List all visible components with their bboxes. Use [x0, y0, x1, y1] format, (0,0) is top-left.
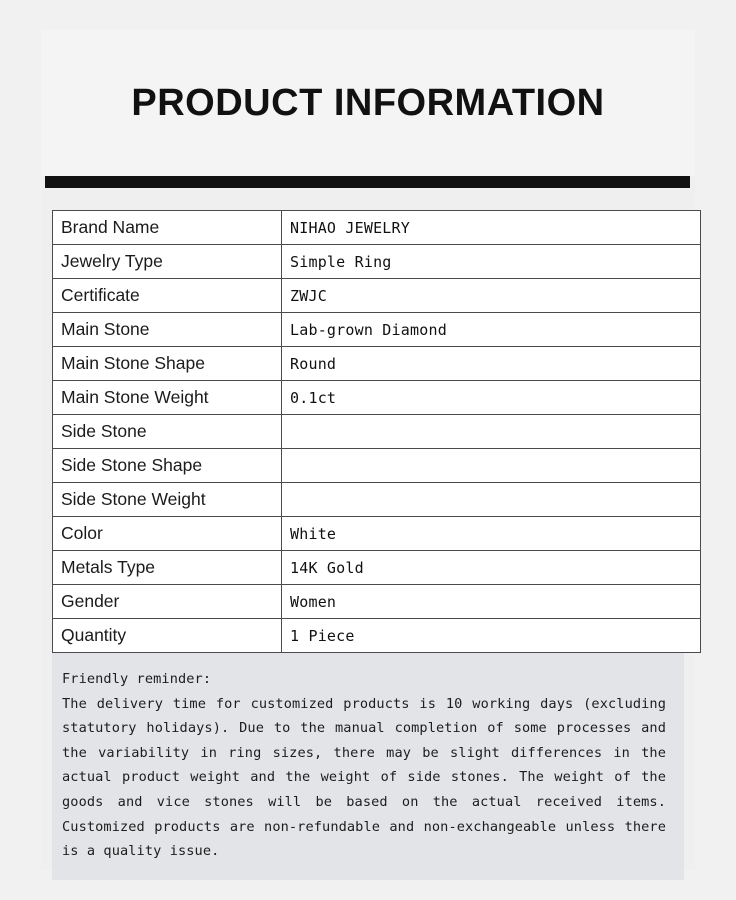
friendly-reminder-panel — [52, 653, 684, 880]
table-row — [53, 415, 701, 449]
spec-value: 14K Gold — [282, 551, 701, 585]
table-row — [53, 313, 701, 347]
spec-value: Round — [282, 347, 701, 381]
page-title: PRODUCT INFORMATION — [131, 81, 605, 124]
spec-value — [282, 415, 701, 449]
page-title-area — [41, 30, 695, 176]
spec-label: Main Stone Shape — [53, 347, 282, 381]
spec-label: Main Stone — [53, 313, 282, 347]
spec-label: Color — [53, 517, 282, 551]
table-row — [53, 245, 701, 279]
table-row — [53, 381, 701, 415]
friendly-reminder-body: The delivery time for customized products is 10 working days (excluding statutory holidays). Due to the manual completion of some processes and the variability in ring sizes, there may be slight differences in the actual product weight and the weight of side stones. The weight of the goods and vice stones will be based on the actual received items. Customized products are non-refundable and non-exchangeable unless there is a quality issue. — [62, 695, 666, 860]
table-row — [53, 449, 701, 483]
table-row — [53, 347, 701, 381]
spec-value: ZWJC — [282, 279, 701, 313]
spec-label: Side Stone — [53, 415, 282, 449]
spec-label: Quantity — [53, 619, 282, 653]
table-row — [53, 619, 701, 653]
table-row — [53, 211, 701, 245]
spec-label: Brand Name — [53, 211, 282, 245]
specification-table — [52, 210, 701, 653]
table-row — [53, 585, 701, 619]
table-row — [53, 279, 701, 313]
spec-label: Jewelry Type — [53, 245, 282, 279]
spec-label: Gender — [53, 585, 282, 619]
table-row — [53, 483, 701, 517]
specification-table-body — [53, 211, 701, 653]
specification-table-wrapper — [52, 210, 684, 653]
spec-label: Side Stone Weight — [53, 483, 282, 517]
spec-value — [282, 449, 701, 483]
spec-label: Side Stone Shape — [53, 449, 282, 483]
friendly-reminder-heading: Friendly reminder: — [62, 671, 212, 687]
spec-value: 0.1ct — [282, 381, 701, 415]
spec-value — [282, 483, 701, 517]
spec-value: Lab-grown Diamond — [282, 313, 701, 347]
spec-value: Women — [282, 585, 701, 619]
spec-label: Main Stone Weight — [53, 381, 282, 415]
spec-value: White — [282, 517, 701, 551]
spec-label: Certificate — [53, 279, 282, 313]
table-row — [53, 517, 701, 551]
spec-value: Simple Ring — [282, 245, 701, 279]
spec-value: 1 Piece — [282, 619, 701, 653]
spec-label: Metals Type — [53, 551, 282, 585]
spec-value: NIHAO JEWELRY — [282, 211, 701, 245]
table-row — [53, 551, 701, 585]
title-underline-bar — [45, 176, 690, 188]
